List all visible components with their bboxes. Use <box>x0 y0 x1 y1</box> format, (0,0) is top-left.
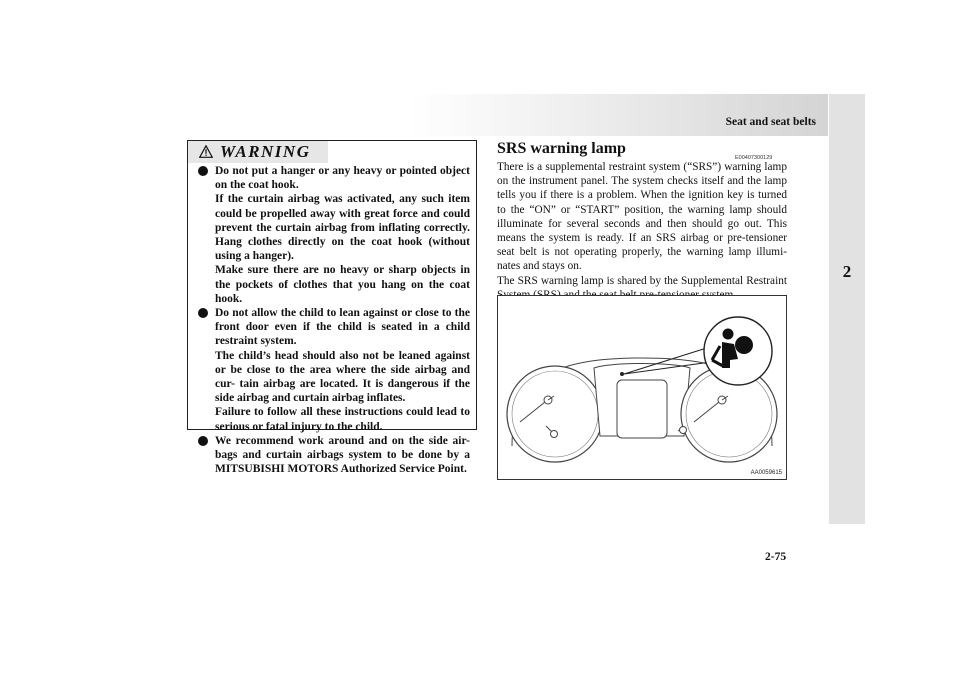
warning-paragraph: Make sure there are no heavy or sharp objects in the pockets of clothes that you hang on the coat hook. <box>215 264 470 305</box>
warning-item <box>198 164 470 306</box>
bullet-icon <box>198 436 208 446</box>
warning-header <box>188 141 328 163</box>
warning-item <box>198 306 470 434</box>
warning-paragraph: The child’s head should also not be leaned against or be close to the area where the side airbag and cur- tain airbag are located. It is dangerous if the side airbag and curtain airbag inflates. <box>215 349 470 405</box>
body-paragraph: The SRS warning lamp is shared by the Supplemental Restraint <box>497 274 787 287</box>
warning-title: WARNING <box>220 142 311 161</box>
left-gauge <box>507 366 603 462</box>
warning-paragraph: Do not put a hanger or any heavy or pointed object on the coat hook. <box>215 165 470 192</box>
body-paragraph: There is a supplemental restraint system (“SRS”) warning lamp on the instrument panel. The system checks itself and the lamp tells you if there is a problem. When the ignition key is turned to the “ON” or “START” position, the warning lamp should illuminate for several seconds and then should go out. This means the system is ready. If an SRS airbag or pre-tensioner seat belt is not operating properly, the warning lamp illumi- nates and stays on. <box>497 161 787 273</box>
section-body <box>497 160 787 302</box>
warning-list <box>198 164 470 476</box>
chapter-tab <box>829 94 865 524</box>
header-band <box>410 94 828 136</box>
bullet-icon <box>198 166 208 176</box>
instrument-panel-illustration <box>498 296 786 479</box>
instrument-panel-figure <box>497 295 787 480</box>
page-number: 2-75 <box>765 551 787 563</box>
chapter-number: 2 <box>842 262 852 281</box>
warning-paragraph: If the curtain airbag was activated, any such item could be propelled away with great force and could prevent the curtain airbag from inflating correctly. Hang clothes directly on the coat hook (without using a hanger). <box>215 193 470 263</box>
warning-triangle-icon <box>199 145 213 158</box>
warning-paragraph: Do not allow the child to lean against or close to the front door even if the child is seated in a child restraint system. <box>215 307 470 348</box>
bullet-icon <box>198 308 208 318</box>
section-title: SRS warning lamp <box>497 140 626 157</box>
srs-warning-lamp-callout <box>704 317 772 385</box>
warning-paragraph: We recommend work around and on the side air- bags and curtain airbags system to be done by a MITSUBISHI MOTORS Authorized Service Point. <box>215 434 470 476</box>
center-display <box>594 364 690 439</box>
warning-paragraph: Failure to follow all these instructions could lead to serious or fatal injury to the child. <box>215 406 470 433</box>
reference-code: E00407300129 <box>735 155 773 161</box>
warning-item <box>198 434 470 477</box>
running-header-title: Seat and seat belts <box>725 116 816 128</box>
figure-code: AA0059615 <box>750 470 782 476</box>
warning-box <box>187 140 477 476</box>
